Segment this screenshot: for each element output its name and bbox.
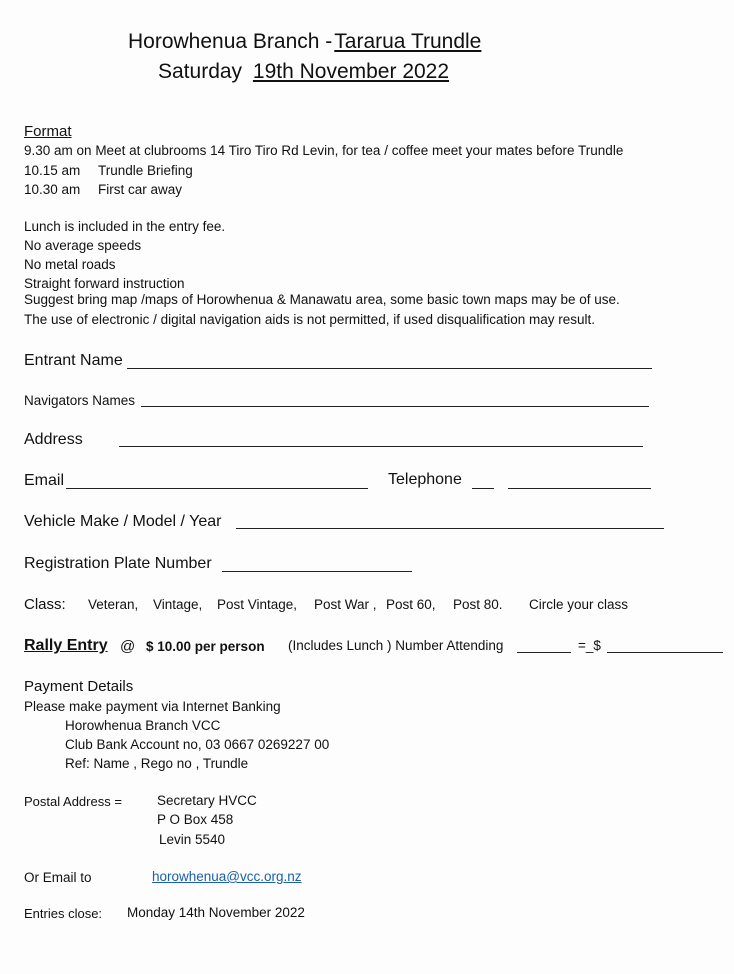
postal-line: Levin 5540 [159, 832, 226, 847]
event-date: 19th November 2022 [252, 60, 450, 83]
class-label: Class: [24, 596, 66, 613]
schedule-time: 9.30 am on [24, 143, 92, 158]
class-option-veteran[interactable]: Veteran, [88, 597, 139, 612]
navigators-line[interactable] [141, 406, 649, 407]
email-to-label: Or Email to [24, 870, 92, 885]
class-option-post-vintage[interactable]: Post Vintage, [217, 597, 298, 612]
entries-close-date: Monday 14th November 2022 [127, 905, 305, 920]
schedule-text: Trundle Briefing [98, 163, 193, 178]
schedule-text: First car away [98, 182, 183, 197]
entries-close-label: Entries close: [24, 906, 103, 921]
schedule-time: 10.15 am [24, 163, 81, 178]
rally-at: @ [120, 638, 136, 655]
rally-entry-label: Rally Entry [24, 637, 108, 654]
note: Suggest bring map /maps of Horowhenua & Manawatu area, some basic town maps may be of use. [24, 292, 620, 307]
rally-equals: =_$ [578, 638, 601, 653]
event-name: Tararua Trundle [334, 30, 482, 53]
address-label: Address [24, 431, 83, 448]
rally-includes: (Includes Lunch ) Number Attending [288, 638, 504, 653]
email-label: Email [24, 472, 65, 489]
note: Straight forward instruction [24, 276, 185, 291]
address-line[interactable] [119, 446, 643, 447]
note: No metal roads [24, 257, 116, 272]
title-line-1 [128, 30, 481, 54]
telephone-line-a[interactable] [472, 488, 494, 489]
payment-line: Ref: Name , Rego no , Trundle [65, 756, 249, 771]
number-attending-line[interactable] [517, 652, 571, 653]
telephone-line-b[interactable] [508, 488, 651, 489]
vehicle-label: Vehicle Make / Model / Year [24, 513, 222, 530]
entrant-name-label: Entrant Name [24, 352, 123, 369]
day-label: Saturday [158, 60, 243, 83]
payment-heading: Payment Details [24, 678, 134, 695]
class-option-post-80[interactable]: Post 80. [453, 597, 503, 612]
amount-line[interactable] [607, 652, 723, 653]
class-option-vintage[interactable]: Vintage, [153, 597, 203, 612]
rally-price: $ 10.00 per person [146, 639, 265, 654]
schedule-row [24, 182, 182, 197]
contact-email-link[interactable]: horowhenua@vcc.org.nz [152, 869, 302, 884]
class-instruction: Circle your class [529, 597, 629, 612]
schedule-row [24, 143, 623, 158]
postal-line: P O Box 458 [157, 812, 234, 827]
format-heading: Format [24, 123, 72, 140]
payment-intro: Please make payment via Internet Banking [24, 699, 281, 714]
postal-label: Postal Address = [24, 794, 122, 809]
note: Lunch is included in the entry fee. [24, 219, 226, 234]
payment-line: Horowhenua Branch VCC [65, 718, 221, 733]
class-option-post-60[interactable]: Post 60, [386, 597, 436, 612]
schedule-time: 10.30 am [24, 182, 81, 197]
note: The use of electronic / digital navigation aids is not permitted, if used disqualification may result. [24, 312, 596, 327]
schedule-text: Meet at clubrooms 14 Tiro Tiro Rd Levin, for tea / coffee meet your mates before Trundle [95, 143, 624, 158]
note: No average speeds [24, 238, 142, 253]
email-line[interactable] [66, 488, 368, 489]
postal-line: Secretary HVCC [157, 793, 257, 808]
branch-name: Horowhenua Branch - [128, 30, 333, 53]
schedule-row [24, 163, 193, 178]
class-option-post-war[interactable]: Post War , [314, 597, 377, 612]
registration-line[interactable] [222, 571, 412, 572]
vehicle-line[interactable] [236, 528, 664, 529]
title-line-2 [158, 60, 449, 84]
telephone-label: Telephone [388, 471, 462, 488]
registration-label: Registration Plate Number [24, 555, 212, 572]
entrant-name-line[interactable] [127, 368, 652, 369]
navigators-label: Navigators Names [24, 393, 136, 408]
payment-line: Club Bank Account no, 03 0667 0269227 00 [65, 737, 330, 752]
